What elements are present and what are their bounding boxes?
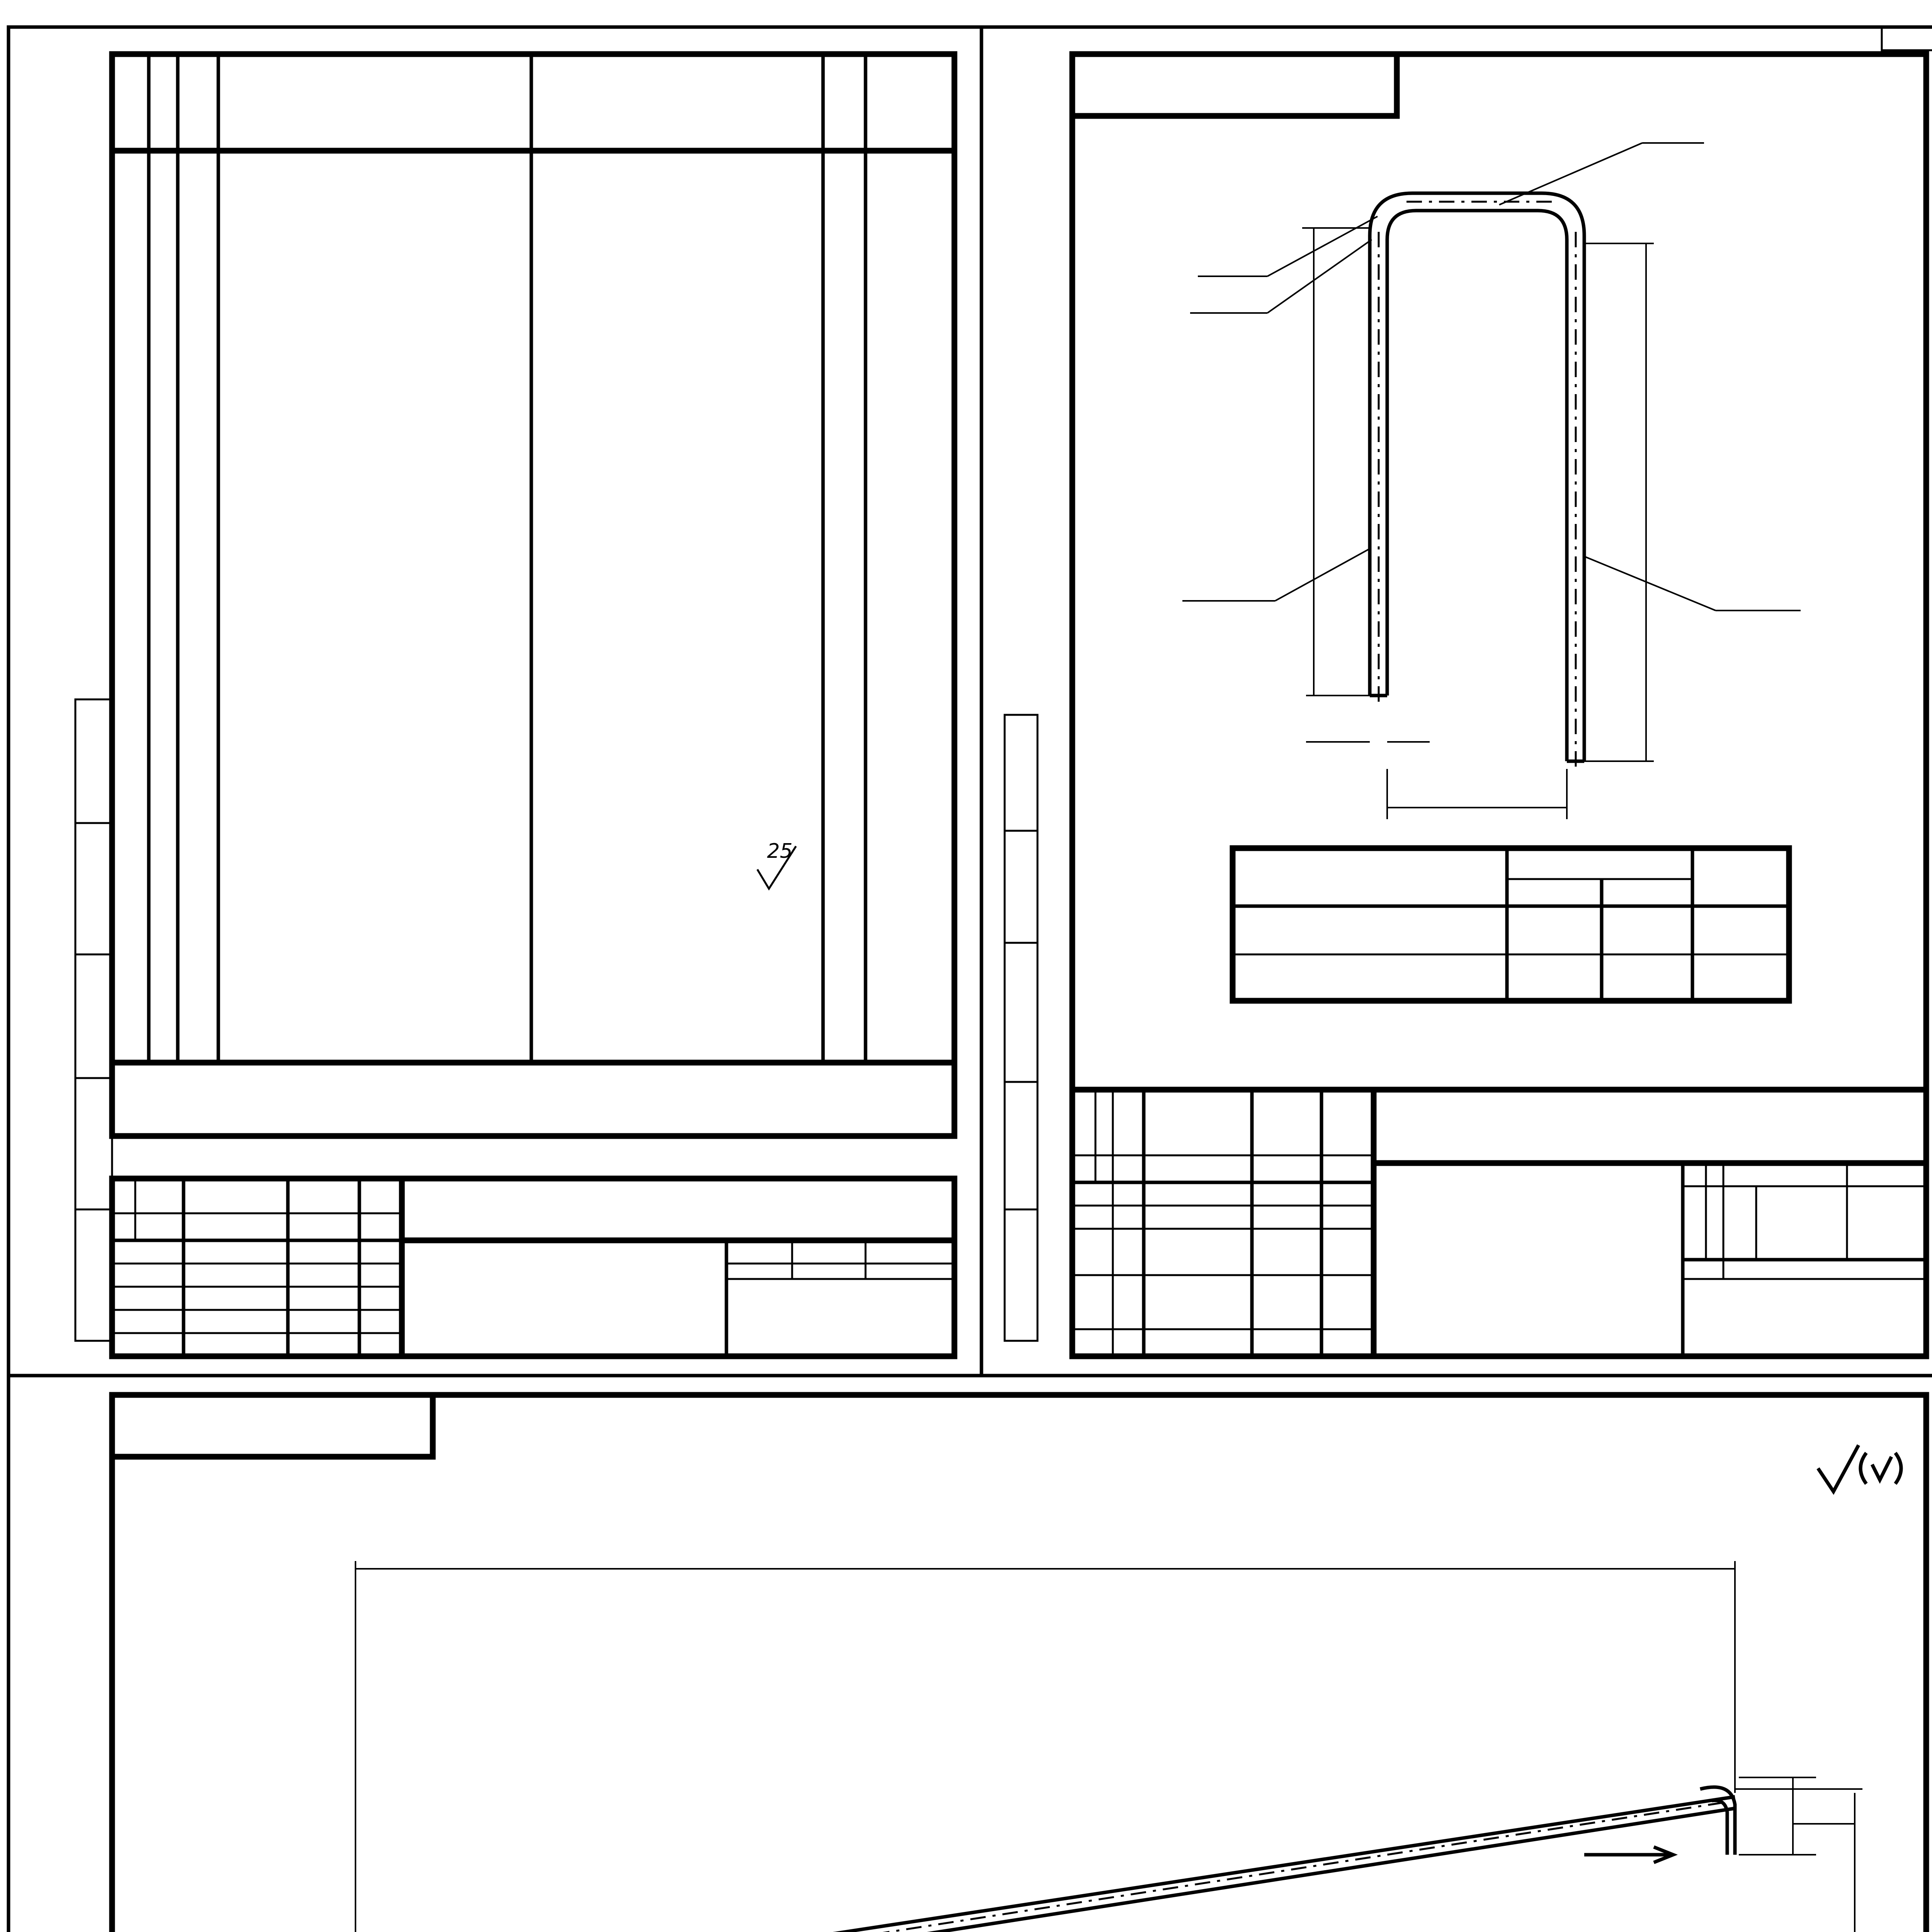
- mirrored-code-box: [1072, 54, 1397, 116]
- handrail-pipe: [354, 1787, 1735, 1932]
- variants-table-grid: [1233, 848, 1789, 1001]
- roughness-symbol: [1818, 1445, 1901, 1492]
- handrail-mirrored-box: [112, 1395, 433, 1457]
- sheet-frame: [9, 27, 1932, 1932]
- spec-table-grid: [112, 54, 954, 1136]
- pipeline-dimensions: [1182, 143, 1801, 819]
- spec-title-block-grid: [112, 1179, 954, 1356]
- side-strip-top-right: [1005, 715, 1037, 1341]
- pipeline-u-pipe: [1370, 193, 1584, 773]
- handrail-frame: [112, 1395, 1926, 1932]
- side-strip-top-left: [75, 699, 112, 1341]
- pipeline-title-block-grid: [1072, 1090, 1926, 1356]
- roughness-mark: 25: [767, 840, 793, 863]
- handrail-dimensions: [348, 1561, 1878, 1932]
